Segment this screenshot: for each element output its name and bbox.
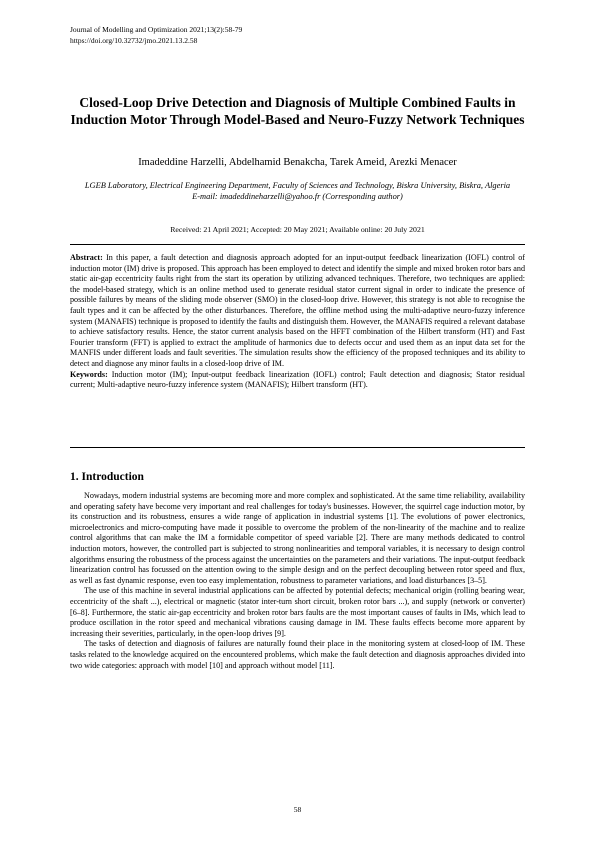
- abstract-bottom-rule: [70, 447, 525, 448]
- corresponding-email[interactable]: E-mail: imadeddineharzelli@yahoo.fr (Corresponding author): [192, 192, 403, 201]
- abstract-paragraph: [70, 253, 525, 370]
- page-number: 58: [293, 805, 302, 814]
- paper-title: Closed-Loop Drive Detection and Diagnosis of Multiple Combined Faults in Induction Motor Through Model-Based and Neuro-Fuzzy Network Techniques: [70, 95, 525, 127]
- abstract-text: In this paper, a fault detection and diagnosis approach adopted for an input-output feedback linearization (IOFL) control of induction motor (IM) drive is proposed. This approach has been employed to detect and identify the simple and mixed broken rotor bars and static air-gap eccentricity faults right from the start its operation by utilizing advanced techniques. Therefore, two techniques are applied: the model-based strategy, which is an online method used to generate residual stator current signal in order to indicate the presence of possible failures by means of the sliding mode observer (SMO) in the closed-loop drive. However, this strategy is not able to recognise the fault types and it can be affected by the other disturbances. Therefore, the offline method using the multi-adaptive neuro-fuzzy inference system (MANAFIS) technique is proposed to identify the faults and distinguish them. However, the MANAFIS required a relevant database to achieve satisfactory results. Hence, the stator current analysis based on the HFFT combination of the Hilbert transform (HT) and Fast Fourier transform (FFT) is applied to extract the amplitude of harmonics due to defects occur and used them as an input data set for the MANFIS under different loads and fault severities. The simulation results show the efficiency of the proposed techniques and its ability to detect and diagnose any minor faults in a closed-loop drive of IM.: [70, 253, 525, 368]
- intro-paragraph-1: Nowadays, modern industrial systems are becoming more and more complex and sophisticated. At the same time reliability, availability and operating safety have become very important and real challenges for today's businesses. However, the squirrel cage induction motor, by its construction and its robustness, ensures a wide range of application in industrial systems [1]. The evolutions of power electronics, microelectronics and micro-computing have made it possible to overcome the problem of the non-linearity of the machine and to realize control algorithms that can make the IM a formidable competitor of speed variable [2]. There are many methods dedicated to control induction motors, however, the controlled part is subjected to strong nonlinearities and temporal variables, it is necessary to design control algorithms ensuring the robustness of the process against the uncertainties on the parameters and their variations. The input-output feedback linearization control has focussed on the attention owing to the simple design and on the perfect decoupling between rotor speed and flux, as well as fast dynamic response, even too easy implementation, robustness to parameter variations, and load disturbances [3–5].: [70, 491, 525, 585]
- abstract-top-rule: [70, 244, 525, 245]
- keywords-label: Keywords:: [70, 369, 108, 379]
- intro-paragraph-2: The use of this machine in several industrial applications can be affected by potential defects; mechanical origin (rolling bearing wear, eccentricity of the shaft ...), electrical or magnetic (stator inter-turn short circuit, broken rotor bars ...), and supply (network or converter) [6–8]. Furthermore, the static air-gap eccentricity and broken rotor bars faults are the most important causes of faults in IMs, which lead to produce oscillation in the rotor speed and mechanical vibrations causing damage in IM. These faults effects become more apparent by increasing their severities, particularly, in the open-loop drives [9].: [70, 586, 525, 638]
- keywords-text: Induction motor (IM); Input-output feedback linearization (IOFL) control; Fault detection and diagnosis; Stator residual current; Multi-adaptive neuro-fuzzy inference system (MANAFIS); Hilbert transform (HT).: [70, 369, 525, 390]
- journal-citation: Journal of Modelling and Optimization 2021;13(2):58-79: [70, 25, 243, 34]
- abstract-label: Abstract:: [70, 253, 103, 262]
- author-list: Imadeddine Harzelli, Abdelhamid Benakcha, Tarek Ameid, Arezki Menacer: [138, 157, 457, 168]
- journal-header: [70, 24, 242, 46]
- keywords-paragraph: [70, 370, 525, 391]
- intro-paragraph-3: The tasks of detection and diagnosis of failures are naturally found their place in the monitoring system at closed-loop of IM. These tasks related to the knowledge acquired on the encountered problems, which make the fault detection and diagnosis approaches divided into two wide categories: approach with model [10] and approach without model [11].: [70, 639, 525, 670]
- doi-link[interactable]: https://doi.org/10.32732/jmo.2021.13.2.58: [70, 36, 198, 45]
- section-heading: 1. Introduction: [70, 471, 144, 483]
- introduction-body: [70, 491, 525, 671]
- affiliation-block: [60, 180, 535, 202]
- publication-dates: Received: 21 April 2021; Accepted: 20 May 2021; Available online: 20 July 2021: [170, 225, 425, 234]
- abstract-section: [70, 253, 525, 391]
- affiliation: LGEB Laboratory, Electrical Engineering Department, Faculty of Sciences and Technology, Biskra University, Biskra, Algeria: [84, 181, 511, 190]
